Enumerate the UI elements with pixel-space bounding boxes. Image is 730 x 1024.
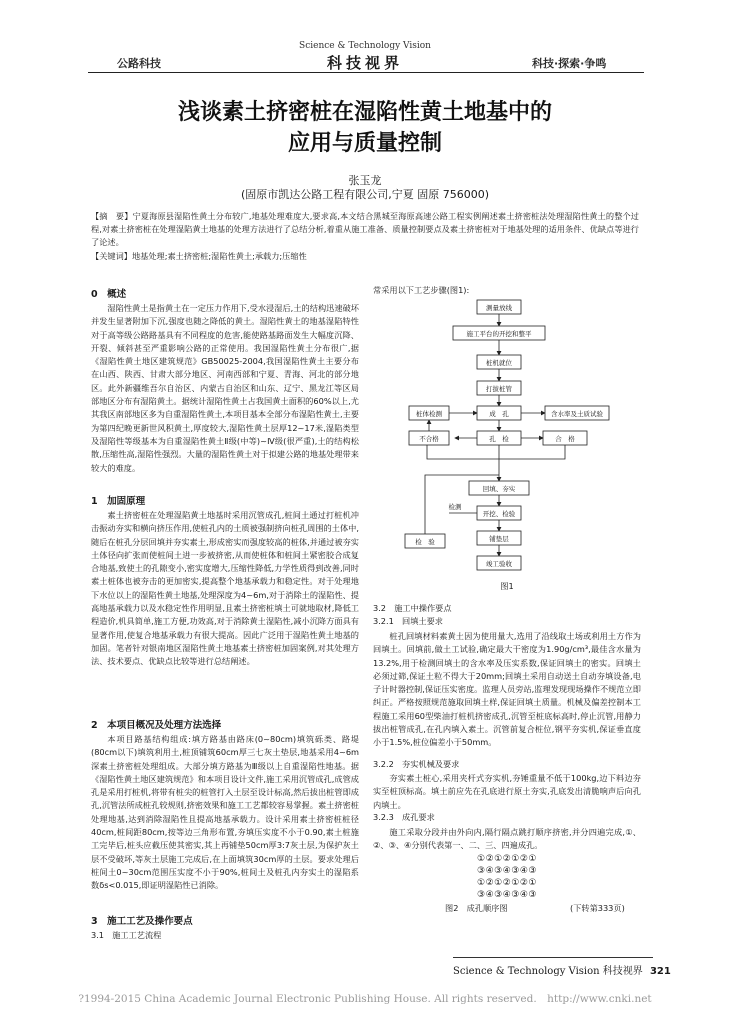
section-0-heading: 0 概述 [91, 289, 127, 300]
footer-rule [453, 957, 653, 958]
section-3-2-1-heading: 3.2.1 回填土要求 [373, 616, 443, 626]
section-3-1-heading: 3.1 施工工艺流程 [91, 930, 162, 940]
flow-step-qualified-label: 合 格 [555, 435, 575, 443]
section-label-right: 科技·探索·争鸣 [532, 57, 607, 70]
section-label-left: 公路科技 [117, 57, 161, 70]
section-1-heading: 1 加固原理 [91, 496, 146, 507]
section-1-paragraph: 素土挤密桩在处理湿陷黄土地基时采用沉管成孔,桩间土通过打桩机冲击振动夯实和横向挤压作用,使桩孔内的土质被强制挤向桩孔周围的土体中,随后在桩孔分层回填并夯实素土,形成密实而强度较高的桩体,并通过被夯实土体径向扩张而使桩间土进一步被挤密,从而使桩体和桩间土紧密胶合成复合地基,致使土的孔隙变小,密实度增大,压缩性降低,力学性质得到改善,同时素土桩体也被夯击的更加密实,提高整个地基承载力和稳定性。对于处理地下水位以上的湿陷性黄土地基,处理深度为4~6m,对于消除土的湿陷性、提高地基承载力以及水稳定性作用明显,且素土挤密桩填土可就地取材,降低工程造价,机具简单,施工方便,功效高,对于消除黄土湿陷性,减小沉降方面具有显著作用,使复合地基承载力有很大提高。因此广泛用于湿陷性黄土地基的加固。笔者针对银南地区湿陷性黄土地基素土挤密桩加固案例,对其处理方法、技术要点、优缺点比较等进行总结阐述。 [91, 510, 359, 667]
section-2-heading: 2 本项目概况及处理方法选择 [91, 720, 222, 731]
section-3-2-2-paragraph: 夯实素土桩心,采用夹杆式夯实机,夯锤重量不低于100kg,边下料边夯实至桩顶标高。填土前应先在孔底进行原土夯实,孔底发出清脆响声后向孔内填土。 [373, 773, 641, 810]
article-title-line1: 浅谈素土挤密桩在湿陷性黄土地基中的 [177, 100, 552, 125]
continued-note: (下转第333页) [570, 903, 625, 913]
flow-step-submit-label: 竣工验收 [486, 560, 512, 568]
flow-step-platform-label: 施工平台的开挖和整平 [466, 330, 532, 338]
abstract: 【摘 要】宁夏海原县湿陷性黄土分布较广,地基处理难度大,要求高,本文结合黑城至海原高速公路工程实例阐述素土挤密桩法处理湿陷性黄土的整个过程,对素土挤密桩在处理湿陷黄土地基的处理方法进行了总结分析,着重从施工准备、质量控制要点及素土挤密桩对于地基处理的适用条件、优缺点等进行了论述。 [91, 211, 639, 247]
flow-step-drive-label: 打拔桩管 [486, 385, 512, 393]
section-3-heading: 3 施工工艺及操作要点 [91, 916, 193, 927]
flow-step-cushion-label: 铺垫层 [489, 535, 509, 543]
flow-step-position-label: 桩机就位 [486, 359, 512, 367]
flow-connector [499, 445, 565, 459]
section-0-paragraph: 湿陷性黄土是指黄土在一定压力作用下,受水浸湿后,土的结构迅速破坏并发生显著附加下沉,强度也随之降低的黄土。湿陷性黄土的地基湿陷特性对于高等级公路路基具有不同程度的危害,能使路基路面发生大幅度沉降、开裂、倾斜甚至严重影响公路的正常使用。我国湿陷性黄土分布很广,据《湿陷性黄土地区建筑规范》GB50025-2004,我国湿陷性黄土主要分布在山西、陕西、甘肃大部分地区、河南西部和宁夏、青海、河北的部分地区。此外新疆维吾尔自治区、内蒙古自治区和山东、辽宁、黑龙江等区局部地区分布有湿陷黄土。据统计湿陷性黄土占我国黄土面积的60%以上,尤其我区南部地区多为自重湿陷性黄土,本项目基本全部分布湿陷性黄土,主要为第四纪晚更新世风积黄土,厚度较大,湿陷性黄土层厚12~17米,湿陷类型及湿陷性等级基本为自重湿陷性黄土Ⅱ级(中等)~Ⅳ级(很严重),土的结构松散,压缩性高,湿陷性强烈。大量的湿陷性黄土对于拟建公路的地基处理带来较大的难度。 [91, 303, 359, 473]
section-2-paragraph: 本项目路基结构组成:填方路基由路床(0~80cm)填筑砾类、路堤(80cm以下)填筑利用土,桩顶铺筑60cm厚三七灰土垫层,地基采用4~6m深素土挤密桩处理组成。大部分填方路基为Ⅲ级以上自重湿陷性地基。据《湿陷性黄土地区建筑规范》和本项目设计文件,施工采用沉管成孔,成管成孔是采用打桩机,将带有桩尖的桩管打入土层至设计标高,然后拔出桩管即成孔,沉管法所成桩孔较规则,挤密效果和施工工艺都较容易掌握。素土挤密桩处理地基,达到消除湿陷性且提高地基承载力。设计采用素土挤密桩桩径40cm,桩间距80cm,按等边三角形布置,夯填压实度不小于0.90,素土桩施工完毕后,桩头应截压使其密实,其上再铺垫50cm厚3:7灰土层,为保护灰土层不受破坏,等灰土层施工完成后,在上面填筑30cm厚的土层。要求处理后桩间土0~30cm范围压实度不小于90%,桩间土及桩孔内夯实土的湿陷系数δs<0.015,即证明湿陷性已消除。 [91, 734, 359, 891]
affiliation: (固原市凯达公路工程有限公司,宁夏 固原 756000) [240, 188, 490, 201]
flow-step-inspect-label: 检 验 [415, 538, 435, 546]
flow-step-survey-label: 测量放线 [486, 304, 512, 312]
flow-step-fill-tamp-label: 回填、夯实 [482, 485, 516, 493]
author: 张玉龙 [348, 174, 382, 187]
section-3-2-1-paragraph: 桩孔回填材料素黄土因为使用量大,选用了沿线取土场或利用土方作为回填土。回填前,做土工试验,确定最大干密度为1.90g/cm³,最佳含水量为13.2%,用于检测回填土的含水率及压实系数,保证回填土的密实。回填土必须过筛,保证土粒不得大于20mm;回填土采用自动送土自动夯填设备,电子计时器控制,保证压实密度。监理人员旁站,监理发现现场操作不规范立即纠正。严格按照规范施取回填土样,保证回填土质量。机械及偏差控制本工程施工采用60型柴油打桩机挤密成孔,沉管至桩底标高时,停止沉管,用静力拔出桩管成孔,在孔内填入素土。沉管前复合桩位,钢平夯实机,保证垂直度小于1.5%,桩位偏差小于50mm。 [373, 631, 641, 748]
section-3-2-2-heading: 3.2.2 夯实机械及要求 [373, 759, 460, 769]
page-number: 321 [649, 966, 671, 977]
figure-2-caption: 图2 成孔顺序图 [445, 903, 508, 913]
page-footer [453, 962, 671, 977]
flowchart-intro: 常采用以下工艺步骤(图1): [373, 285, 470, 295]
flow-step-test-pit-label: 开挖、检验 [482, 510, 516, 518]
footer-journal-en: Science & Technology Vision [453, 966, 600, 977]
hole-sequence-row: ①②①②①②① [477, 878, 537, 888]
section-3-2-3-heading: 3.2.3 成孔要求 [373, 812, 435, 822]
keywords: 【关键词】地基处理;素土挤密桩;湿陷性黄土;承载力;压缩性 [91, 251, 307, 261]
article-title-line2: 应用与质量控制 [287, 131, 442, 156]
flow-connector [427, 445, 499, 459]
hole-sequence-row: ①②①②①②① [477, 854, 537, 864]
flow-step-pile-body-label: 桩体检测 [416, 410, 442, 418]
hole-sequence-row: ③④③④③④③ [477, 890, 537, 900]
flow-step-acceptance-label: 检测 [448, 503, 462, 511]
section-3-2-heading: 3.2 施工中操作要点 [373, 603, 452, 613]
journal-name-en: Science & Technology Vision [299, 41, 431, 51]
hole-sequence-row: ③④③④③④③ [477, 866, 537, 876]
flow-step-fail-label: 不合格 [419, 435, 439, 443]
flow-step-detect-label: 孔 检 [489, 435, 509, 443]
section-3-2-3-paragraph: 施工采取分段并由外向内,隔行隔点跳打顺序挤密,并分四遍完成,①、②、③、④分别代表第一、二、三、四遍成孔。 [373, 827, 641, 851]
journal-name-cn: 科技视界 [326, 54, 403, 72]
copyright-watermark: ?1994-2015 China Academic Journal Electronic Publishing House. All rights reserved. http://www.cnki.net [78, 993, 652, 1005]
flow-step-test-moisture-label: 含水率及土质试验 [551, 410, 603, 418]
footer-journal-cn: 科技视界 [602, 966, 643, 977]
process-flowchart [395, 297, 615, 575]
figure-1-caption: 图1 [500, 581, 514, 591]
flow-step-pile-hole-label: 成 孔 [489, 410, 509, 418]
header-rule [88, 72, 644, 73]
